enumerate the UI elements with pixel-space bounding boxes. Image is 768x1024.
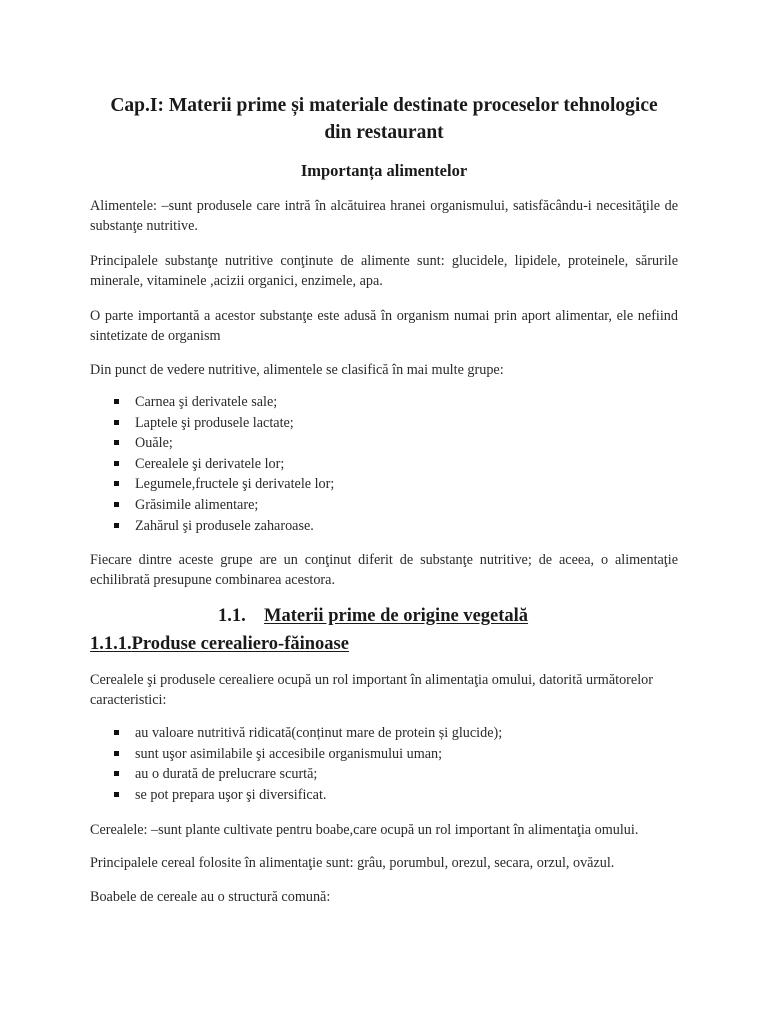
cereal-traits-list [90,723,678,805]
section-subtitle: Importanța alimentelor [300,161,468,180]
list-item: Grăsimile alimentare; [90,495,678,516]
chapter-title [80,92,688,146]
chapter-title-line-1: Cap.I: Materii prime și materiale destinate proceselor tehnologice [110,95,658,116]
paragraph-nutrients: Principalele substanţe nutritive conţinute de alimente sunt: glucidele, lipidele, proteinele, sărurile minerale, vitaminele ,acizii organici, enzimele, apa. [90,253,678,289]
square-bullet-icon [114,751,119,756]
subsection-title: Produse cerealiero-făinoase [131,634,349,654]
square-bullet-icon [114,523,119,528]
subsection-heading [90,631,349,657]
section-heading [218,603,528,629]
square-bullet-icon [114,792,119,797]
square-bullet-icon [114,771,119,776]
list-item: sunt uşor asimilabile şi accesibile organismului uman; [90,744,678,765]
square-bullet-icon [114,420,119,425]
section-number: 1.1. [218,606,246,626]
paragraph-cereal-structure: Boabele de cereale au o structură comună: [90,889,331,905]
list-item: Laptele şi produsele lactate; [90,413,678,434]
square-bullet-icon [114,440,119,445]
subsection-number: 1.1.1. [90,634,132,654]
list-item: Legumele,fructele şi derivatele lor; [90,474,678,495]
square-bullet-icon [114,461,119,466]
list-item: se pot prepara uşor şi diversificat. [90,785,678,806]
paragraph-cereal-definition: Cerealele: –sunt plante cultivate pentru boabe,care ocupă un rol important în alimentaţia omului. [90,822,639,838]
paragraph-cereal-list: Principalele cereal folosite în alimentaţie sunt: grâu, porumbul, orezul, secara, orzul, ovăzul. [90,855,615,871]
list-item: Ouăle; [90,433,678,454]
food-groups-list [90,392,678,536]
paragraph-classification: Din punct de vedere nutritive, alimentele se clasifică în mai multe grupe: [90,362,504,378]
list-item: Carnea şi derivatele sale; [90,392,678,413]
square-bullet-icon [114,730,119,735]
section-title: Materii prime de origine vegetală [264,606,529,626]
square-bullet-icon [114,502,119,507]
paragraph-intake: O parte importantă a acestor substanţe este adusă în organism numai prin aport alimentar, ele nefiind sintetizate de organism [90,308,678,344]
list-item: Zahărul şi produsele zaharoase. [90,516,678,537]
square-bullet-icon [114,481,119,486]
list-item: au valoare nutritivă ridicată(conținut mare de protein și glucide); [90,723,678,744]
list-item: Cerealele şi derivatele lor; [90,454,678,475]
paragraph-food-definition: Alimentele: –sunt produsele care intră în alcătuirea hranei organismului, satisfăcându-i necesităţile de substanţe nutritive. [90,198,678,234]
list-item: au o durată de prelucrare scurtă; [90,764,678,785]
paragraph-cereal-intro: Cerealele şi produsele cerealiere ocupă un rol important în alimentaţia omului, datorită următorelor caracteristici: [90,672,653,708]
paragraph-groups-summary: Fiecare dintre aceste grupe are un conţinut diferit de substanţe nutritive; de aceea, o alimentaţie echilibrată presupune combinarea acestora. [90,552,678,588]
square-bullet-icon [114,399,119,404]
chapter-title-line-2: din restaurant [324,122,444,143]
